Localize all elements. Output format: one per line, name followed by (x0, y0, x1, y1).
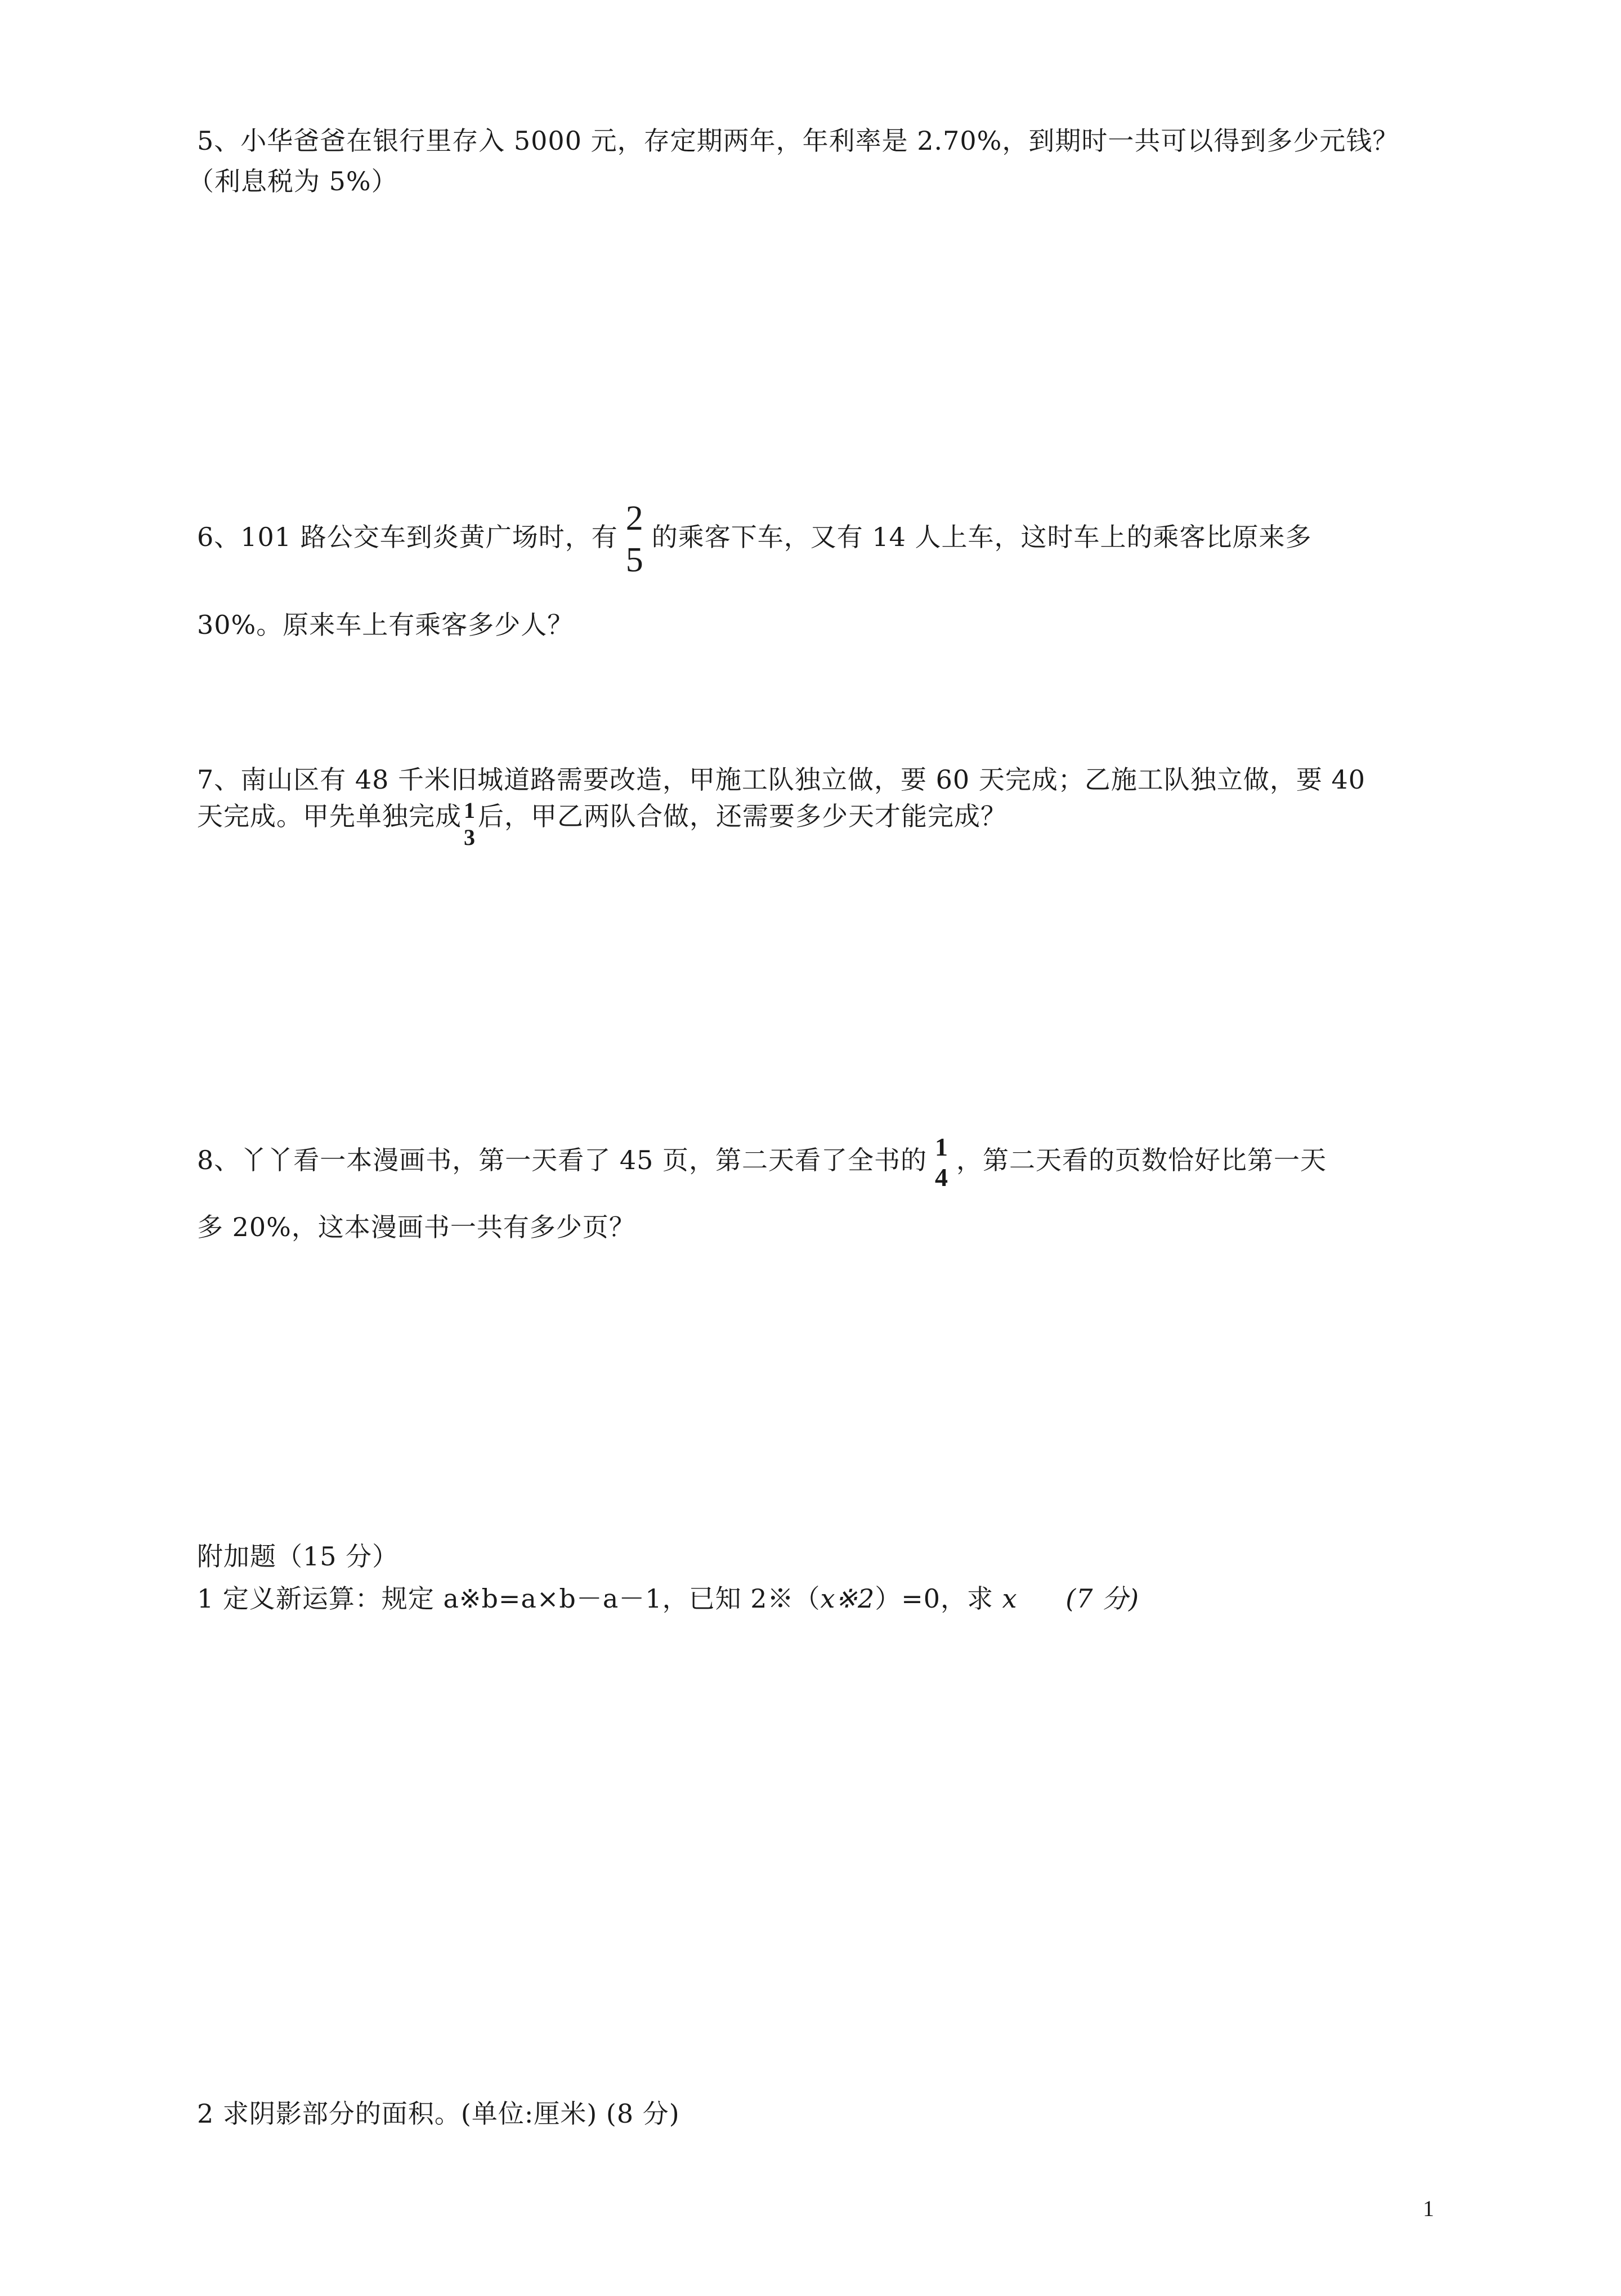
bonus-heading: 附加题（15 分） (197, 1541, 399, 1572)
question-6-line-2: 30%。原来车上有乘客多少人？ (197, 610, 574, 640)
fraction-denominator: 3 (464, 825, 476, 850)
question-7-line-2 (197, 799, 1007, 849)
fraction-numerator: 2 (625, 499, 644, 538)
fraction-numerator: 1 (464, 798, 476, 823)
fraction-two-fifths (626, 501, 644, 578)
question-6-line-1 (197, 501, 1311, 578)
question-7-line-1: 7、南山区有 48 千米旧城道路需要改造，甲施工队独立做，要 60 天完成；乙施工队独立做，要 40 (197, 764, 1365, 795)
fraction-one-quarter (935, 1134, 948, 1190)
fraction-one-third (464, 799, 476, 849)
bonus-q1-variable: x (1002, 1583, 1018, 1614)
question-6-text-before: 6、101 路公交车到炎黄广场时，有 (197, 522, 618, 552)
page-number: 1 (1423, 2196, 1434, 2221)
fraction-denominator: 4 (935, 1163, 949, 1192)
fraction-numerator: 1 (935, 1133, 949, 1161)
bonus-q1-text: 1 定义新运算：规定 a※b=a×b－a－1，已知 2※（ (197, 1583, 821, 1614)
question-8-text-before: 8、丫丫看一本漫画书，第一天看了 45 页，第二天看了全书的 (197, 1145, 928, 1175)
question-5-line-2: （利息税为 5%） (188, 166, 398, 196)
question-7-text-after: 后，甲乙两队合做，还需要多少天才能完成？ (478, 801, 1007, 831)
question-7-text-before: 天完成。甲先单独完成 (197, 801, 462, 831)
bonus-q1-mid: ）=0，求 (875, 1583, 994, 1614)
bonus-q1-points: (7 分) (1065, 1583, 1140, 1614)
question-8-line-1 (197, 1134, 1327, 1190)
question-8-line-2: 多 20%，这本漫画书一共有多少页？ (197, 1212, 635, 1242)
question-8-text-after: ，第二天看的页数恰好比第一天 (956, 1145, 1327, 1175)
question-6-text-after: 的乘客下车，又有 14 人上车，这时车上的乘客比原来多 (651, 522, 1312, 552)
bonus-question-2: 2 求阴影部分的面积。(单位:厘米) (8 分) (197, 2098, 680, 2129)
fraction-denominator: 5 (625, 541, 644, 579)
bonus-q1-expression: x※2 (820, 1583, 875, 1614)
question-5-line-1: 5、小华爸爸在银行里存入 5000 元，存定期两年，年利率是 2.70%，到期时一共可以得到多少元钱？ (197, 126, 1399, 156)
bonus-question-1 (197, 1582, 1139, 1615)
